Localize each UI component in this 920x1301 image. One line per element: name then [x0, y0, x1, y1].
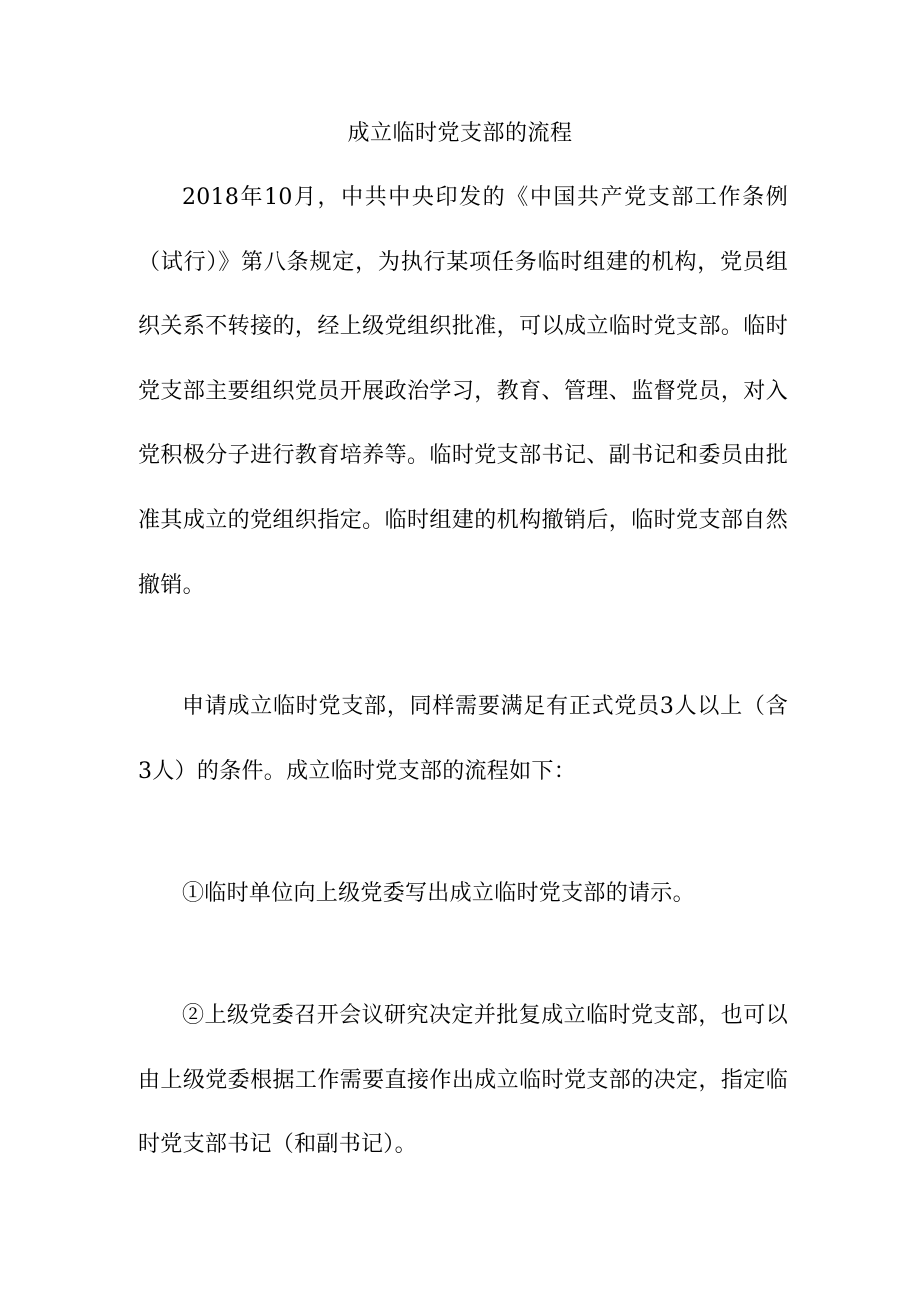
paragraph-step-1: ①临时单位向上级党委写出成立临时党支部的请示。	[182, 881, 695, 906]
paragraph-application-conditions: 申请成立临时党支部，同样需要满足有正式党员3人以上（含3人）的条件。成立临时党支部的流程如下：	[138, 694, 788, 784]
paragraph-step-2: ②上级党委召开会议研究决定并批复成立临时党支部，也可以由上级党委根据工作需要直接作出成立临时党支部的决定，指定临时党支部书记（和副书记）。	[138, 1003, 788, 1158]
document-title: 成立临时党支部的流程	[347, 121, 573, 146]
paragraph-regulation: 2018年10月，中共中央印发的《中国共产党支部工作条例（试行）》第八条规定，为执行某项任务临时组建的机构，党员组织关系不转接的，经上级党组织批准，可以成立临时党支部。临时党支部主要组织党员开展政治学习，教育、管理、监督党员，对入党积极分子进行教育培养等。临时党支部书记、副书记和委员由批准其成立的党组织指定。临时组建的机构撤销后，临时党支部自然撤销。	[138, 185, 788, 598]
